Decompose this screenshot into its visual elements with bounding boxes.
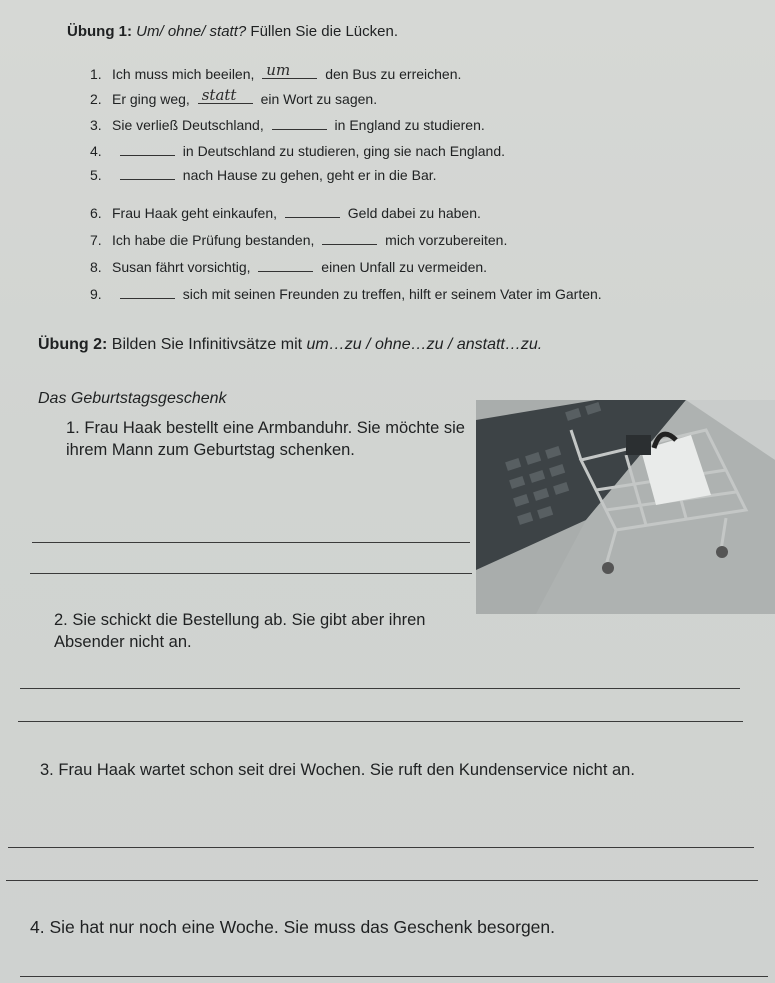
answer-line-1b[interactable] bbox=[30, 573, 472, 574]
answer-line-3a[interactable] bbox=[8, 847, 754, 848]
answer-blank-9[interactable] bbox=[120, 286, 175, 299]
answer-line-2b[interactable] bbox=[18, 721, 743, 722]
answer-blank-2[interactable]: statt bbox=[198, 91, 253, 104]
exercise2-task-3: 3. Frau Haak wartet schon seit drei Wochen. Sie ruft den Kundenservice nicht an. bbox=[40, 761, 635, 779]
exercise1-item-4: 4. in Deutschland zu studieren, ging sie nach England. bbox=[90, 143, 505, 159]
exercise2-task-1: 1. Frau Haak bestellt eine Armbanduhr. Sie möchte sie ihrem Mann zum Geburtstag schenken. bbox=[66, 419, 465, 459]
exercise1-title: Übung 1: Um/ ohne/ statt? Füllen Sie die Lücken. bbox=[67, 23, 398, 40]
exercise1-item-1: 1. Ich muss mich beeilen, um den Bus zu erreichen. bbox=[90, 61, 462, 82]
answer-blank-4[interactable] bbox=[120, 143, 175, 156]
answer-blank-6[interactable] bbox=[285, 205, 340, 218]
answer-blank-7[interactable] bbox=[322, 232, 377, 245]
exercise1-item-9: 9. sich mit seinen Freunden zu treffen, hilft er seinem Vater im Garten. bbox=[90, 286, 602, 302]
exercise2-subtitle: Das Geburtstagsgeschenk bbox=[38, 390, 227, 407]
answer-line-4a[interactable] bbox=[20, 976, 768, 977]
answer-blank-5[interactable] bbox=[120, 167, 175, 180]
exercise2-task-2: 2. Sie schickt die Bestellung ab. Sie gibt aber ihren Absender nicht an. bbox=[54, 611, 426, 651]
exercise1-item-2: 2. Er ging weg, statt ein Wort zu sagen. bbox=[90, 86, 378, 107]
shopping-cart-icon bbox=[476, 400, 775, 614]
exercise2-task-4: 4. Sie hat nur noch eine Woche. Sie muss das Geschenk besorgen. bbox=[30, 917, 556, 937]
exercise1-item-5: 5. nach Hause zu gehen, geht er in die Bar. bbox=[90, 167, 437, 183]
answer-line-3b[interactable] bbox=[6, 880, 758, 881]
answer-blank-1[interactable]: um bbox=[262, 66, 317, 79]
exercise1-item-3: 3. Sie verließ Deutschland, in England zu studieren. bbox=[90, 117, 485, 133]
exercise1-item-7: 7. Ich habe die Prüfung bestanden, mich vorzubereiten. bbox=[90, 232, 508, 248]
shopping-cart-photo bbox=[476, 400, 775, 614]
answer-line-1a[interactable] bbox=[32, 542, 470, 543]
exercise2-title: Übung 2: Bilden Sie Infinitivsätze mit um…zu / ohne…zu / anstatt…zu. bbox=[38, 336, 543, 353]
answer-line-2a[interactable] bbox=[20, 688, 740, 689]
answer-blank-8[interactable] bbox=[258, 259, 313, 272]
exercise1-item-6: 6. Frau Haak geht einkaufen, Geld dabei zu haben. bbox=[90, 205, 481, 221]
exercise1-item-8: 8. Susan fährt vorsichtig, einen Unfall zu vermeiden. bbox=[90, 259, 488, 275]
answer-blank-3[interactable] bbox=[272, 117, 327, 130]
